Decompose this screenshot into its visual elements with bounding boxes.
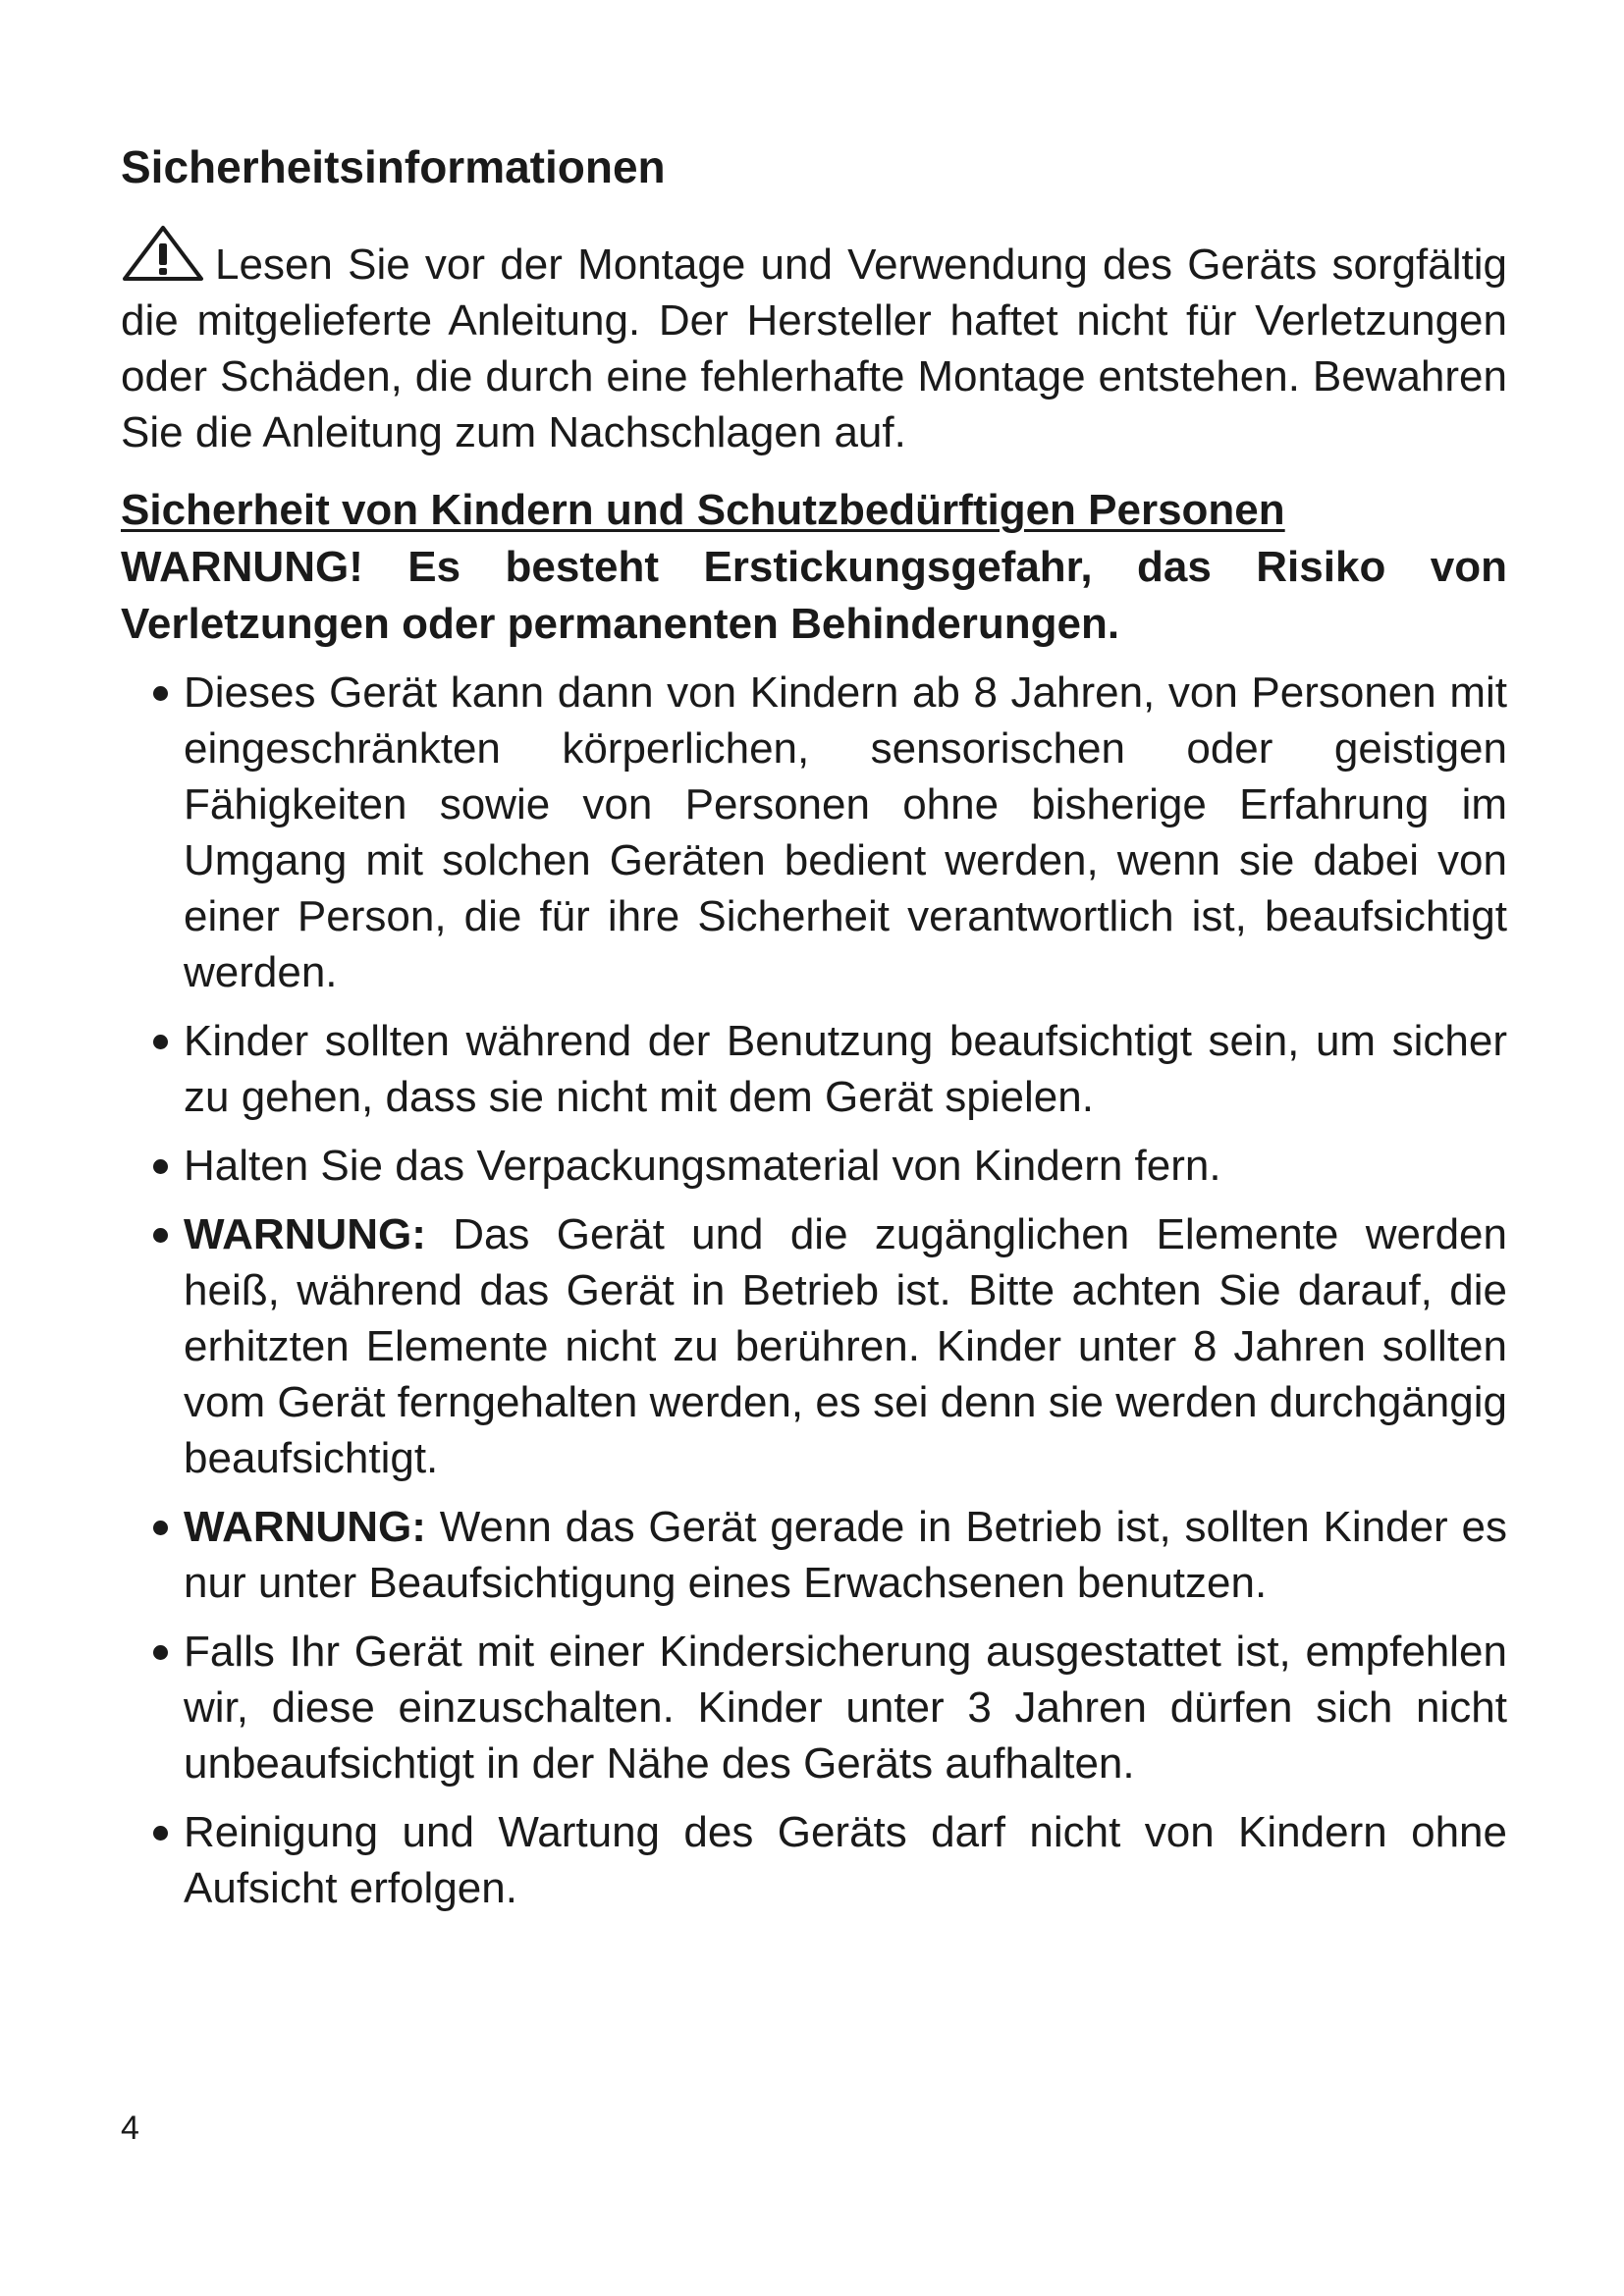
bullet-icon: [153, 1521, 168, 1535]
bullet-icon: [153, 1228, 168, 1243]
page-title: Sicherheitsinformationen: [121, 141, 666, 192]
bullet-icon: [153, 686, 168, 701]
bullet-text: Wenn das Gerät gerade in Betrieb ist, sollten Kinder es nur unter Beaufsichtigung eines Erwachsenen benutzen.: [184, 1503, 1507, 1607]
list-item: [121, 1138, 1507, 1194]
intro-paragraph: [121, 224, 1507, 460]
bullet-icon: [153, 1159, 168, 1174]
bullet-text: Reinigung und Wartung des Geräts darf nicht von Kindern ohne Aufsicht erfolgen.: [184, 1808, 1507, 1912]
section-warning: WARNUNG! Es besteht Erstickungsgefahr, das Risiko von Verletzungen oder permanenten Behinderungen.: [121, 543, 1507, 648]
list-item: [121, 1499, 1507, 1611]
list-item: [121, 1013, 1507, 1125]
section-title: Sicherheit von Kindern und Schutzbedürftigen Personen: [121, 486, 1285, 534]
bullet-lead: WARNUNG:: [184, 1503, 426, 1551]
safety-list: [121, 665, 1507, 1916]
document-page: [121, 137, 1507, 1929]
bullet-text: Kinder sollten während der Benutzung beaufsichtigt sein, um sicher zu gehen, dass sie nicht mit dem Gerät spielen.: [184, 1017, 1507, 1121]
bullet-icon: [153, 1645, 168, 1660]
bullet-text: Dieses Gerät kann dann von Kindern ab 8 Jahren, von Personen mit eingeschränkten körperlichen, sensorischen oder geistigen Fähigkeiten sowie von Personen ohne bisherige Erfahrung im Umgang mit solchen Geräten bedient werden, wenn sie dabei von einer Person, die für ihre Sicherheit verantwortlich ist, beaufsichtigt werden.: [184, 668, 1507, 996]
bullet-lead: WARNUNG:: [184, 1210, 426, 1258]
page-number: 4: [121, 2109, 139, 2147]
bullet-icon: [153, 1035, 168, 1049]
list-item: [121, 1624, 1507, 1791]
bullet-text: Das Gerät und die zugänglichen Elemente werden heiß, während das Gerät in Betrieb ist. Bitte achten Sie darauf, die erhitzten Elemente nicht zu berühren. Kinder unter 8 Jahren sollten vom Gerät ferngehalten werden, es sei denn sie werden durchgängig beaufsichtigt.: [184, 1210, 1507, 1482]
bullet-icon: [153, 1826, 168, 1841]
list-item: [121, 1206, 1507, 1486]
list-item: [121, 1804, 1507, 1916]
intro-text: Lesen Sie vor der Montage und Verwendung des Geräts sorgfältig die mitgelieferte Anleitung. Der Hersteller haftet nicht für Verletzungen oder Schäden, die durch eine fehlerhafte Montage entstehen. Bewahren Sie die Anleitung zum Nachschlagen auf.: [121, 240, 1507, 456]
list-item: [121, 665, 1507, 1000]
bullet-text: Falls Ihr Gerät mit einer Kindersicherung ausgestattet ist, empfehlen wir, diese einzuschalten. Kinder unter 3 Jahren dürfen sich nicht unbeaufsichtigt in der Nähe des Geräts aufhalten.: [184, 1628, 1507, 1788]
bullet-text: Halten Sie das Verpackungsmaterial von Kindern fern.: [184, 1142, 1221, 1190]
warning-triangle-icon: [121, 224, 205, 283]
